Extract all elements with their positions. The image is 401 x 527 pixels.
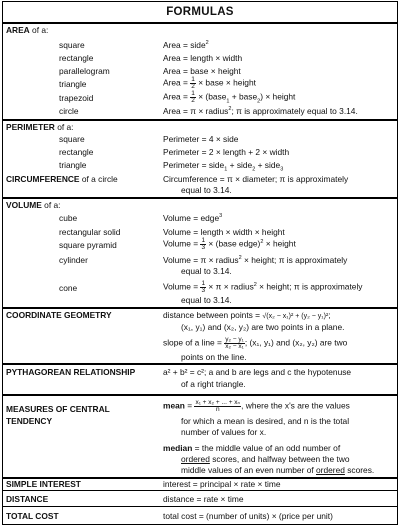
denominator: 2 (191, 83, 195, 90)
area-shape-trapezoid: trapezoid (59, 93, 94, 103)
total-cost-formula: total cost = (number of units) × (price per unit) (163, 511, 333, 521)
fraction (194, 400, 241, 413)
divider (3, 22, 397, 24)
denominator: 3 (201, 244, 206, 251)
circumference-heading-suffix: of a circle (79, 174, 118, 184)
area-shape-rectangle: rectangle (59, 53, 94, 63)
distance-formula: distance = rate × time (163, 494, 244, 504)
formula-text: ) × height (260, 91, 296, 102)
superscript: 3 (219, 213, 223, 220)
subscript: 1 (224, 166, 228, 173)
divider (3, 119, 397, 121)
superscript: 2 (228, 106, 232, 113)
median-label: median (163, 443, 193, 453)
denominator: 3 (201, 287, 206, 294)
perimeter-formula-square: Perimeter = 4 × side (163, 134, 239, 144)
divider (3, 506, 397, 507)
emphasis-word: ordered (181, 454, 210, 464)
median-line3 (181, 465, 374, 475)
numerator: 1 (191, 76, 195, 83)
pythagorean-line2: of a right triangle. (181, 379, 246, 389)
slope-formula-line1 (163, 337, 347, 350)
formula-text: Volume = edge (163, 213, 220, 223)
perimeter-shape-triangle: triangle (59, 160, 87, 170)
superscript: 2 (260, 238, 264, 245)
emphasis-word: ordered (316, 465, 345, 475)
fraction (224, 337, 245, 350)
perimeter-heading-suffix: of a: (54, 122, 74, 132)
superscript: 2 (205, 40, 209, 47)
denominator: n (215, 406, 220, 413)
mean-line1 (163, 400, 350, 413)
circumference-heading (6, 174, 118, 184)
subscript: 2 (252, 166, 256, 173)
subscript: 2 (257, 98, 261, 105)
volume-shape-rectangular-solid: rectangular solid (59, 227, 121, 237)
total-cost-heading: TOTAL COST (6, 511, 59, 521)
formula-text: scores, and halfway between the two (209, 454, 350, 464)
formula-text: + side (227, 160, 253, 170)
formula-text: scores. (344, 465, 375, 475)
perimeter-shape-rectangle: rectangle (59, 147, 94, 157)
divider (3, 197, 397, 199)
perimeter-heading (6, 122, 74, 132)
formula-text: ; π is approximately equal to 3.14. (231, 106, 358, 116)
formula-text: , where the x's are the values (241, 400, 350, 411)
pythagorean-heading: PYTHAGOREAN RELATIONSHIP (6, 367, 136, 377)
subscript: 1 (226, 98, 230, 105)
area-heading-label: AREA (6, 25, 30, 35)
numerator: 1 (201, 237, 206, 244)
formula-text: = (184, 400, 195, 411)
numerator: 1 (191, 90, 195, 97)
coordinate-heading: COORDINATE GEOMETRY (6, 310, 112, 320)
formula-text: Volume = (163, 281, 201, 292)
numerator: x₁ + x₂ + ... + xₙ (195, 399, 241, 406)
superscript: 2 (238, 255, 242, 262)
formula-text: middle values of an even number of (181, 465, 317, 475)
formula-text: + side (255, 160, 281, 170)
formulas-sheet (2, 1, 398, 525)
mean-line2: for which a mean is desired, and n is the total (181, 416, 350, 426)
central-heading-line1: MEASURES OF CENTRAL (6, 404, 110, 414)
distance-formula-line2: (x₁, y₁) and (x₂, y₂) are two points in a plane. (181, 322, 345, 332)
divider (3, 394, 397, 396)
formula-text: Area = side (163, 40, 206, 50)
formula-text: × π × radius (206, 281, 254, 292)
volume-formula-cylinder-line2: equal to 3.14. (181, 266, 232, 276)
subscript: 3 (280, 166, 284, 173)
volume-heading (6, 200, 60, 210)
formula-text: Area = (163, 91, 191, 102)
central-heading-line2: TENDENCY (6, 416, 53, 426)
area-shape-triangle: triangle (59, 79, 87, 89)
volume-formula-cube (163, 213, 222, 223)
formula-text: × (base edge) (206, 238, 261, 249)
simple-interest-heading: SIMPLE INTEREST (6, 479, 81, 489)
pythagorean-line1: a² + b² = c²; a and b are legs and c the hypotenuse (163, 367, 352, 377)
volume-shape-cylinder: cylinder (59, 255, 88, 265)
area-formula-trapezoid (163, 91, 295, 104)
area-formula-circle (163, 106, 358, 116)
area-shape-parallelogram: parallelogram (59, 66, 110, 76)
area-formula-parallelogram: Area = base × height (163, 66, 241, 76)
median-line1 (163, 443, 340, 453)
volume-formula-square-pyramid (163, 238, 296, 251)
formula-text: Area = (163, 77, 191, 88)
area-heading-suffix: of a: (29, 25, 49, 35)
perimeter-heading-label: PERIMETER (6, 122, 55, 132)
simple-interest-formula: interest = principal × rate × time (163, 479, 281, 489)
circumference-formula-line2: equal to 3.14. (181, 185, 232, 195)
formula-text: distance between points = (163, 310, 263, 320)
formula-text: Area = π × radius (163, 106, 229, 116)
formula-text: × height; π is approximately (241, 255, 348, 265)
volume-shape-square-pyramid: square pyramid (59, 240, 117, 250)
formula-text: × height; π is approximately (256, 281, 363, 292)
formula-text: + base (229, 91, 258, 102)
formula-text: = the middle value of an odd number of (192, 443, 341, 453)
circumference-heading-label: CIRCUMFERENCE (6, 174, 80, 184)
perimeter-shape-square: square (59, 134, 85, 144)
distance-radical: √(x₂ − x₁)² + (y₂ − y₁)² (262, 313, 329, 320)
denominator: 2 (191, 97, 195, 104)
mean-line3: number of values for x. (181, 427, 267, 437)
slope-formula-line2: points on the line. (181, 352, 247, 362)
formula-text: slope of a line = (163, 337, 225, 348)
volume-formula-rectangular-solid: Volume = length × width × height (163, 227, 285, 237)
volume-heading-suffix: of a: (41, 200, 61, 210)
volume-formula-cone (163, 281, 363, 294)
area-formula-square (163, 40, 209, 50)
volume-formula-cylinder (163, 255, 347, 265)
numerator: 1 (201, 280, 206, 287)
formula-text: Volume = π × radius (163, 255, 239, 265)
denominator: x₂ − x₁ (225, 343, 244, 350)
area-shape-square: square (59, 40, 85, 50)
volume-shape-cube: cube (59, 213, 78, 223)
perimeter-formula-rectangle: Perimeter = 2 × length + 2 × width (163, 147, 290, 157)
area-formula-rectangle: Area = length × width (163, 53, 243, 63)
area-shape-circle: circle (59, 106, 79, 116)
distance-heading: DISTANCE (6, 494, 49, 504)
circumference-formula-line1: Circumference = π × diameter; π is approximately (163, 174, 349, 184)
formula-text: ; (x₁, y₁) and (x₂, y₂) are two (244, 337, 348, 348)
formula-text: × (base (195, 91, 227, 102)
formula-text: × height (263, 238, 296, 249)
volume-shape-cone: cone (59, 283, 78, 293)
page-title: FORMULAS (166, 6, 234, 18)
median-line2 (181, 454, 350, 464)
formula-text: Perimeter = side (163, 160, 225, 170)
mean-label: mean (163, 400, 185, 411)
superscript: 2 (253, 281, 257, 288)
divider (3, 490, 397, 491)
formula-text: Volume = (163, 238, 201, 249)
area-formula-triangle (163, 77, 256, 90)
distance-formula-line1 (163, 310, 331, 322)
formula-text: × base × height (195, 77, 256, 88)
volume-heading-label: VOLUME (6, 200, 42, 210)
area-heading (6, 25, 48, 35)
divider (3, 363, 397, 365)
volume-formula-cone-line2: equal to 3.14. (181, 295, 232, 305)
numerator: y₂ − y₁ (225, 336, 244, 343)
perimeter-formula-triangle (163, 160, 284, 173)
divider (3, 307, 397, 309)
formula-text: ; (328, 310, 331, 320)
